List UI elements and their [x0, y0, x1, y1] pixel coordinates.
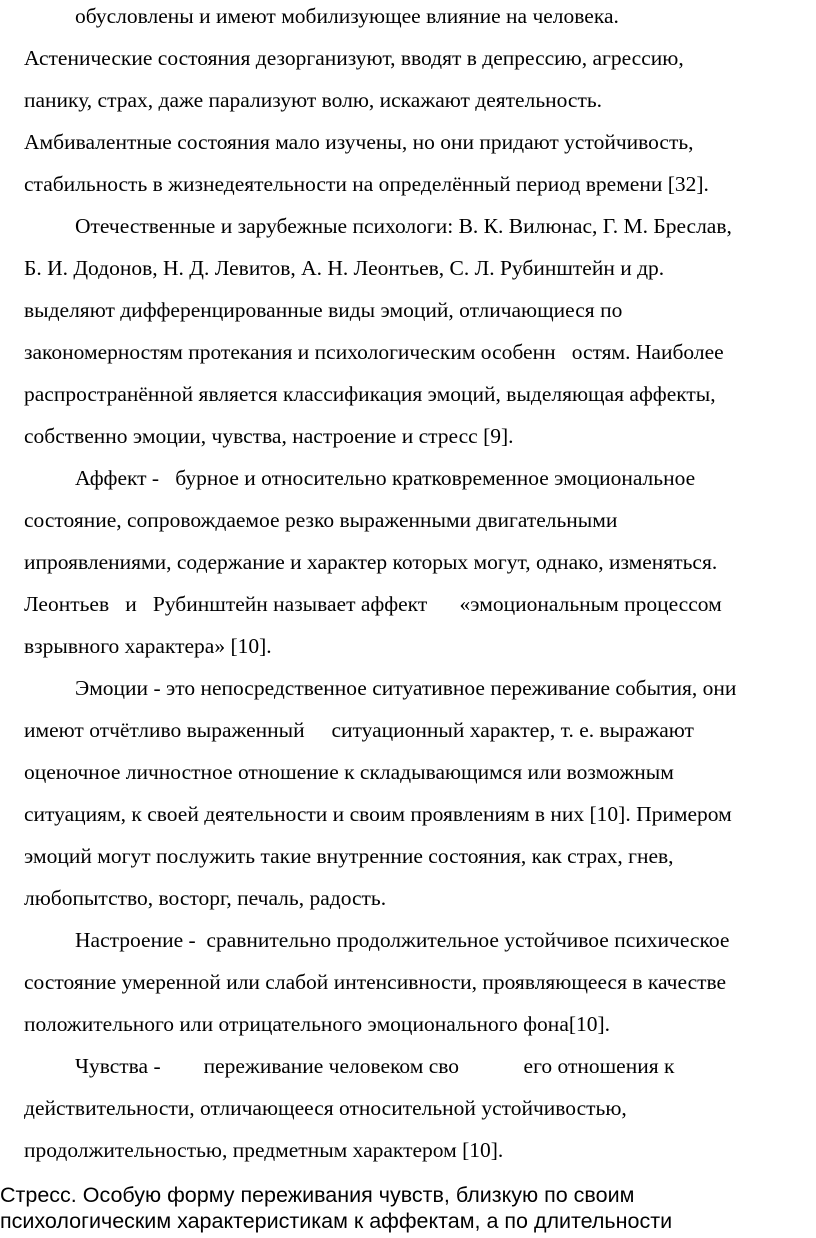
text-line: панику, страх, даже парализуют волю, искажают деятельность.	[24, 88, 603, 112]
text-line: Б. И. Додонов, Н. Д. Левитов, А. Н. Леонтьев, С. Л. Рубинштейн и др.	[24, 256, 665, 280]
text-line: стабильность в жизнедеятельности на определённый период времени [32].	[24, 172, 709, 196]
text-line: оценочное личностное отношение к складывающимся или возможным	[24, 760, 674, 784]
text-line: Амбивалентные состояния мало изучены, но они придают устойчивость,	[24, 130, 694, 154]
text-line: психологическим характеристикам к аффектам, а по длительности	[0, 1209, 673, 1233]
text-line: ипроявлениями, содержание и характер которых могут, однако, изменяться.	[24, 550, 718, 574]
text-line: Астенические состояния дезорганизуют, вводят в депрессию, агрессию,	[24, 46, 684, 70]
text-line: взрывного характера» [10].	[24, 634, 272, 658]
text-line: Леонтьев и Рубинштейн называет аффект «эмоциональным процессом	[24, 592, 722, 616]
text-line: имеют отчётливо выраженный ситуационный характер, т. е. выражают	[24, 718, 694, 742]
text-line: Настроение - сравнительно продолжительное устойчивое психическое	[75, 928, 730, 952]
text-line: продолжительностью, предметным характером [10].	[24, 1138, 504, 1162]
text-line: любопытство, восторг, печаль, радость.	[24, 886, 387, 910]
text-line: Чувства - переживание человеком сво его отношения к	[75, 1054, 675, 1078]
text-line: ситуациям, к своей деятельности и своим проявлениям в них [10]. Примером	[24, 802, 732, 826]
text-line: Аффект - бурное и относительно кратковременное эмоциональное	[75, 466, 696, 490]
text-line: закономерностям протекания и психологическим особенн остям. Наиболее	[24, 340, 724, 364]
text-line: состояние умеренной или слабой интенсивности, проявляющееся в качестве	[24, 970, 727, 994]
text-line: положительного или отрицательного эмоционального фона[10].	[24, 1012, 611, 1036]
text-line: Эмоции - это непосредственное ситуативное переживание события, они	[75, 676, 737, 700]
text-line: состояние, сопровождаемое резко выраженными двигательными	[24, 508, 618, 532]
text-line: собственно эмоции, чувства, настроение и стресс [9].	[24, 424, 514, 448]
text-line: распространённой является классификация эмоций, выделяющая аффекты,	[24, 382, 716, 406]
text-line: Стресс. Особую форму переживания чувств, близкую по своим	[0, 1183, 635, 1207]
text-line: выделяют дифференцированные виды эмоций, отличающиеся по	[24, 298, 623, 322]
text-line: эмоций могут послужить такие внутренние состояния, как страх, гнев,	[24, 844, 674, 868]
text-line: обусловлены и имеют мобилизующее влияние на человека.	[75, 4, 619, 28]
text-line: действительности, отличающееся относительной устойчивостью,	[24, 1096, 627, 1120]
text-line: Отечественные и зарубежные психологи: В. К. Вилюнас, Г. М. Бреслав,	[75, 214, 732, 238]
